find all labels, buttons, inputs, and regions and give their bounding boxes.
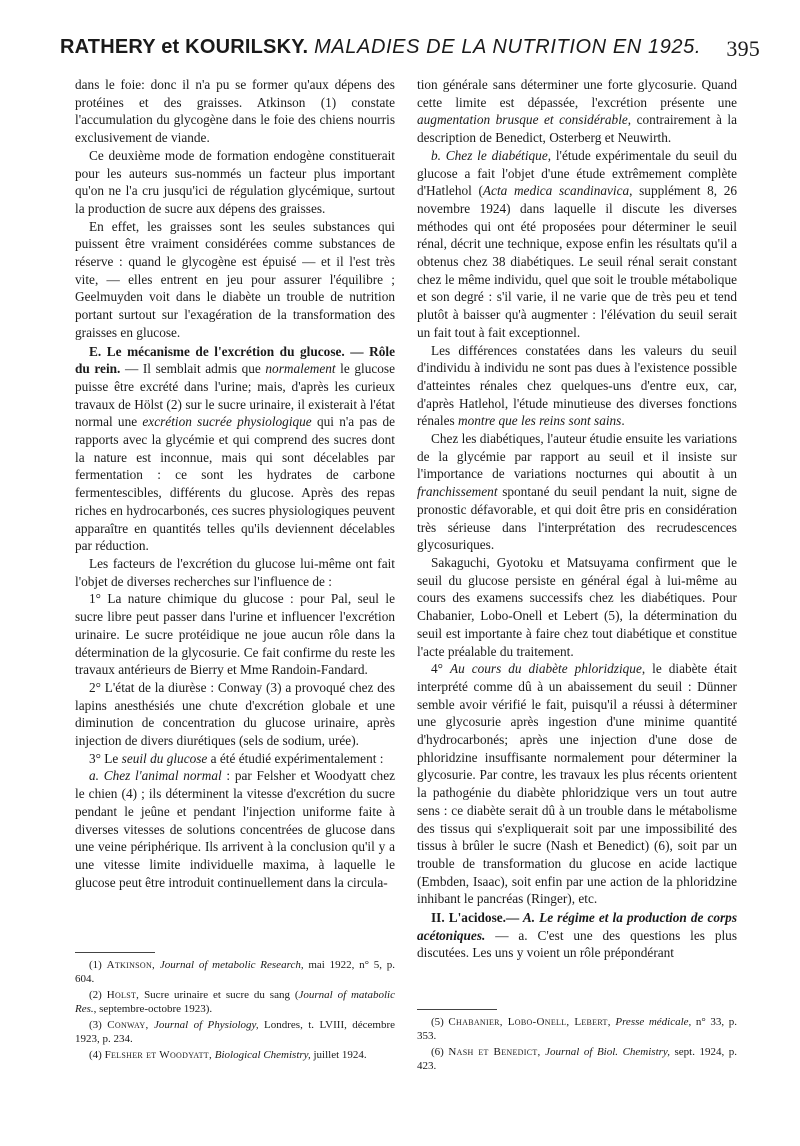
- text: — a. C'est une des questions les plus discutées. Les uns y voient un rôle prépondérant: [417, 927, 737, 961]
- emphasis: a. Chez l'animal normal: [89, 768, 222, 784]
- paragraph: [75, 767, 395, 891]
- text: : par Felsher et Woodyatt chez le chien (4) ; ils déterminent la vitesse d'excrétion du sucre pendant le jeûne et pendant l'injection uniforme faite à diverses vitesses de solutions concentrées de glucose dans une veine périphérique. Ils arrivent à la conclusion qu'il y a une vitesse limite individuelle maxima, à laquelle le glucose peut être introduit continuellement dans la circula-: [75, 768, 395, 890]
- left-column: [75, 76, 395, 891]
- paragraph: En effet, les graisses sont les seules substances qui puissent être vraiment considérées comme substances de réserve : quand le glycogène est épuisé — et il l'est très vite, — elles entrent en jeu pour assurer l'équilibre ; Geelmuyden voit dans le diabète un trouble de nutrition portant surtout sur l'exagération de la transformation des graisses en glucose.: [75, 218, 395, 340]
- paragraph: [417, 430, 737, 554]
- footnote: [75, 1018, 395, 1046]
- footnote-text: juillet 1924.: [310, 1049, 367, 1061]
- right-column: [417, 76, 737, 962]
- text: spontané du seuil pendant la nuit, signe de pronostic défavorable, et qui doit être pris en considération très sérieuse dans l'interprétation des recrudescences glycosuriques.: [417, 484, 737, 553]
- footnote-journal: Biological Chemistry,: [214, 1049, 311, 1061]
- footnote-author: Nash et Benedict,: [448, 1046, 541, 1058]
- footnote-journal: Presse médicale,: [615, 1016, 692, 1028]
- emphasis: franchissement: [417, 484, 498, 500]
- text: a été étudié expérimentalement :: [207, 750, 384, 766]
- footnote-text: n° 33, p. 353.: [417, 1016, 737, 1042]
- section-heading: II. L'acidose.: [431, 910, 506, 926]
- section-e-paragraph: [75, 343, 395, 555]
- header-title: MALADIES DE LA NUTRITION EN 1925.: [314, 36, 702, 58]
- paragraph: Sakaguchi, Gyotoku et Matsuyama confirment que le seuil du glucose persiste en général égal à lui-même au cours des examens successifs chez les diabétiques. Pour Chabanier, Lobo-Onell et Lebert (5), la détermination du seuil est importante à faire chez tout diabétique et constitue l'acte préalable du traitement.: [417, 554, 737, 659]
- emphasis: seuil du glucose: [121, 750, 208, 766]
- text: , l'étude expérimentale du seuil du glucose a fait l'objet d'une étude extrêmement complète d'Hatlehol (: [417, 147, 737, 199]
- paragraph: [417, 147, 737, 342]
- footnote: [75, 988, 395, 1016]
- footnote-number: (4): [89, 1049, 102, 1061]
- footnotes-left: [75, 958, 395, 1064]
- footnote-author: Conway,: [107, 1019, 149, 1031]
- footnote-number: (6): [431, 1046, 444, 1058]
- footnote-journal: Journal of metabolic Research,: [159, 959, 304, 971]
- paragraph: [417, 342, 737, 431]
- emphasis: montre que les reins sont sains: [457, 413, 622, 429]
- text: 3° Le: [89, 750, 122, 766]
- footnote-text: sept. 1924, p. 423.: [417, 1046, 738, 1072]
- text: qui n'a pas de rapports avec la glycémie et qui comprend des sucres dont la nature est inconnue, mais qui sont décelables par fermentation : ce sont les hydrates de carbone fermentescibles, différents du glucose. Après des repas riches en hydrocarbonés, ces sucres physiologiques peuvent apparaître en quantités telles qu'ils deviennent décelables par réduction.: [75, 414, 396, 554]
- footnote-author: Atkinson,: [106, 959, 156, 971]
- footnote-number: (1): [89, 959, 102, 971]
- text: 4°: [431, 661, 450, 677]
- footnote-author: Holst,: [106, 989, 140, 1001]
- text: tion générale sans déterminer une forte glycosurie. Quand cette limite est dépassée, l'excrétion présente une: [417, 77, 737, 110]
- text: , le diabète était interprété comme dû à un abaissement du seuil : Dünner semble avoir vérifié le fait, puisqu'il a réussi à déterminer une glycosurie après ingestion d'une minime quantité d'hydrocarbonés; après une injection d'une dose de phloridzine insuffisante normalement pour déterminer la glycosurie. Par contre, les travaux les plus récents orientent la pathogénie du diabète phloridzique vers un tout autre sens : ce diabète serait dû à un trouble dans le métabolisme des tissus qui s'expliquerait soit par une impossibilité des tissus à brûler le sucre (Nash et Benedict) (6), soit par un trouble de transformation du glucose en acide lactique (Embden, Isaac), soit enfin par une action de la phloridzine inhibant le pancréas (Ringer), etc.: [417, 661, 737, 907]
- footnote-number: (5): [431, 1016, 444, 1028]
- footnote-divider: [417, 1009, 497, 1010]
- text: , supplément 8, 26 novembre 1924) dans laquelle il discute les diverses méthodes qui ont été proposées pour déterminer le seuil rénal, décrit une technique, expose enfin les résultats qu'il a obtenus chez 38 diabétiques. Le seuil rénal serait constant chez le même individu, quel que soit le trouble métabolique et son degré : s'il varie, il ne varie que de très peu et tend plutôt à baisser qu'à augmenter : l'élévation du seuil serait un fait tout à fait exceptionnel.: [417, 183, 738, 340]
- footnote: [75, 958, 395, 986]
- footnote-text: mai 1922, n° 5, p. 604.: [75, 959, 396, 985]
- header-left: [60, 36, 701, 59]
- paragraph: [417, 76, 737, 147]
- text: Les différences constatées dans les valeurs du seuil d'individu à individu ne sont pas dues à l'existence possible d'atteintes rénales chez quelques-uns d'entre eux, car, d'après Hatlehol, l'étude minutieuse des diverses fonctions rénales: [417, 342, 737, 429]
- paragraph: [75, 750, 395, 768]
- footnote-journal: Journal of Biol. Chemistry,: [545, 1046, 670, 1058]
- footnote-number: (2): [89, 989, 102, 1001]
- footnote: [417, 1045, 737, 1073]
- footnote-journal: Journal of Physiology,: [153, 1019, 259, 1031]
- footnote-author: Chabanier, Lobo-Onell, Lebert,: [448, 1016, 611, 1028]
- footnotes-right: [417, 1015, 737, 1075]
- emphasis: Au cours du diabète phloridzique: [449, 661, 642, 677]
- paragraph: Les facteurs de l'excrétion du glucose lui-même ont fait l'objet de diverses recherches sur l'influence de :: [75, 555, 395, 589]
- subsection-heading: — A. Le régime et la production de corps acétoniques.: [417, 910, 737, 943]
- paragraph: dans le foie: donc il n'a pu se former qu'aux dépens des protéines et des graisses. Atkinson (1) constate l'accumulation du glycogène dans le foie des chiens nourris exclusivement de viande.: [75, 77, 395, 146]
- footnote-author: Felsher et Woodyatt,: [104, 1049, 213, 1061]
- section-heading: E. Le mécanisme de l'excrétion du glucose. — Rôle du rein.: [75, 343, 395, 377]
- emphasis: augmentation brusque et considérable: [417, 112, 628, 128]
- emphasis: normalement: [265, 361, 336, 377]
- paragraph: [417, 660, 737, 908]
- text: — Il semblait admis que: [120, 361, 266, 377]
- text: Chez les diabétiques, l'auteur étudie ensuite les variations de la glycémie par rapport au seuil et il insiste sur l'importance de variations nocturnes qui aboutit à un: [417, 431, 737, 482]
- header-authors: RATHERY et KOURILSKY.: [60, 36, 309, 58]
- text: le glucose puisse être excrété dans l'urine; mais, d'après les curieux travaux de Hölst (2) sur le sucre urinaire, il existerait à l'état normal une: [75, 361, 395, 430]
- footnote: [75, 1048, 395, 1062]
- footnote-divider: [75, 952, 155, 953]
- footnote-text: Londres, t. LVIII, décembre 1923, p. 234.: [75, 1019, 396, 1045]
- paragraph: 1° La nature chimique du glucose : pour Pal, seul le sucre libre peut passer dans l'urine et influencer l'excrétion urinaire. Le sucre protéidique ne joue aucun rôle dans la détermination de la glycosurie. Ce fait confirme du reste les travaux antérieurs de Bierry et Mme Randoin-Fandard.: [75, 591, 395, 678]
- emphasis: Acta medica scandinavica: [482, 183, 630, 199]
- footnote-number: (3): [89, 1019, 102, 1031]
- text: , contrairement à la description de Benedict, Osterberg et Neuwirth.: [417, 112, 737, 146]
- footnote-text: , septembre-octobre 1923).: [93, 1003, 213, 1015]
- page-number: 395: [726, 36, 760, 61]
- paragraph: 2° L'état de la diurèse : Conway (3) a provoqué chez des lapins anesthésiés une chute d'excrétion globale et une diminution de concentration du glucose urinaire, après injection de divers diurétiques (sels de sodium, urée).: [75, 679, 395, 749]
- footnote: [417, 1015, 737, 1043]
- emphasis: excrétion sucrée physiologique: [142, 414, 312, 430]
- footnote-text: Sucre urinaire et sucre du sang (: [139, 989, 299, 1001]
- section-ii-paragraph: [417, 909, 737, 962]
- paragraph: Ce deuxième mode de formation endogène constituerait pour les auteurs sus-nommés un facteur plus important qu'on ne l'a cru jusqu'ici de régulation glycémique, surtout la production de sucre aux dépens des graisses.: [75, 147, 395, 216]
- footnote-journal: Journal of matabolic Res.: [75, 989, 395, 1015]
- text: .: [621, 413, 625, 429]
- running-header: [60, 36, 760, 66]
- emphasis: b. Chez le diabétique: [431, 147, 548, 163]
